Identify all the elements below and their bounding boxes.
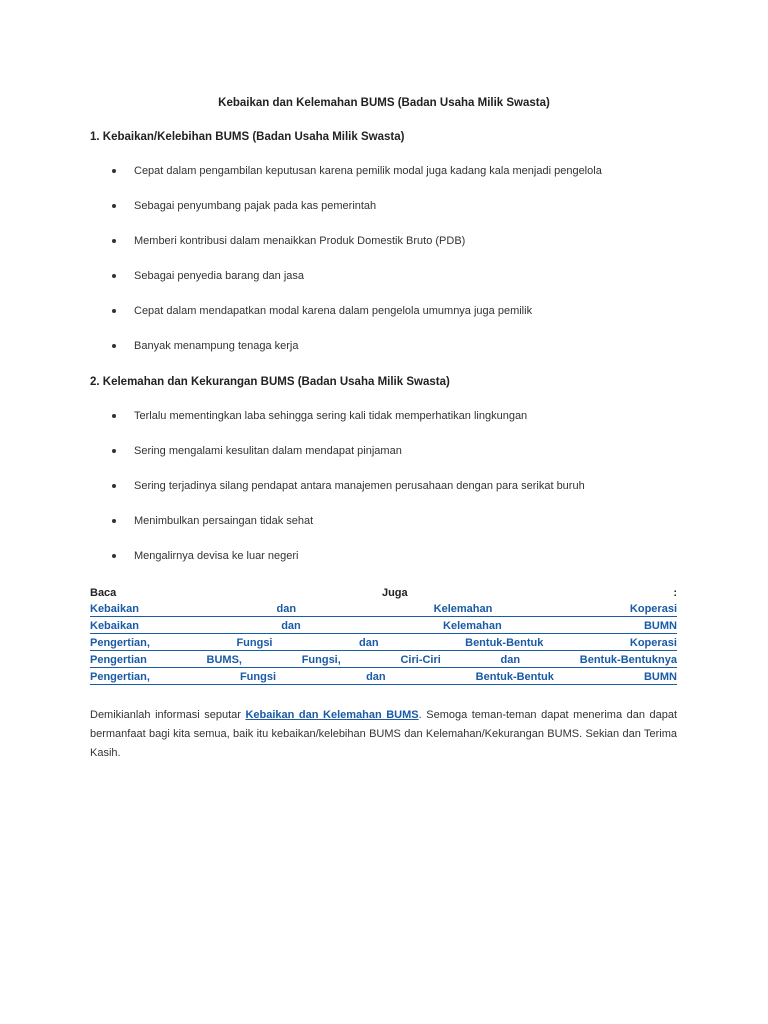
- bullet-icon: [112, 449, 116, 453]
- bullet-icon: [112, 519, 116, 523]
- related-link-pengertian-bums[interactable]: Pengertian BUMS, Fungsi, Ciri-Ciri dan Bentuk-Bentuknya: [90, 654, 677, 666]
- bullet-icon: [112, 239, 116, 243]
- list-item: Cepat dalam mendapatkan modal karena dalam pengelola umumnya juga pemilik: [112, 305, 532, 317]
- closing-paragraph: Demikianlah informasi seputar Kebaikan dan Kelemahan BUMS. Semoga teman-teman dapat menerima dan dapat bermanfaat bagi kita semua, baik itu kebaikan/kelebihan BUMS dan Kelemahan/Kekurangan BUMS. Sekian dan Terima Kasih.: [90, 709, 678, 759]
- bullet-icon: [112, 204, 116, 208]
- related-link-bumn[interactable]: Kebaikan dan Kelemahan BUMN: [90, 620, 677, 632]
- related-link-koperasi[interactable]: Kebaikan dan Kelemahan Koperasi: [90, 603, 677, 615]
- section-1-heading: 1. Kebaikan/Kelebihan BUMS (Badan Usaha Milik Swasta): [90, 131, 405, 143]
- list-item: Cepat dalam pengambilan keputusan karena pemilik modal juga kadang kala menjadi pengelola: [112, 165, 602, 177]
- bullet-icon: [112, 414, 116, 418]
- bullet-icon: [112, 169, 116, 173]
- bullet-icon: [112, 554, 116, 558]
- related-link-pengertian-koperasi[interactable]: Pengertian, Fungsi dan Bentuk-Bentuk Koperasi: [90, 637, 677, 649]
- related-link-pengertian-bumn[interactable]: Pengertian, Fungsi dan Bentuk-Bentuk BUMN: [90, 671, 677, 683]
- bullet-icon: [112, 309, 116, 313]
- list-item: Mengalirnya devisa ke luar negeri: [112, 550, 298, 562]
- list-item: Banyak menampung tenaga kerja: [112, 340, 299, 352]
- list-item: Sering mengalami kesulitan dalam mendapat pinjaman: [112, 445, 402, 457]
- list-item: Sebagai penyedia barang dan jasa: [112, 270, 304, 282]
- list-item: Memberi kontribusi dalam menaikkan Produk Domestik Bruto (PDB): [112, 235, 465, 247]
- section-2-heading: 2. Kelemahan dan Kekurangan BUMS (Badan Usaha Milik Swasta): [90, 376, 450, 388]
- closing-link[interactable]: Kebaikan dan Kelemahan BUMS: [245, 709, 419, 721]
- document-title: Kebaikan dan Kelemahan BUMS (Badan Usaha Milik Swasta): [218, 97, 550, 109]
- list-item: Menimbulkan persaingan tidak sehat: [112, 515, 313, 527]
- list-item: Sebagai penyumbang pajak pada kas pemerintah: [112, 200, 376, 212]
- read-also-label: Baca Juga :: [90, 587, 677, 599]
- list-item: Sering terjadinya silang pendapat antara manajemen perusahaan dengan para serikat buruh: [112, 480, 585, 492]
- bullet-icon: [112, 344, 116, 348]
- bullet-icon: [112, 484, 116, 488]
- list-item: Terlalu mementingkan laba sehingga sering kali tidak memperhatikan lingkungan: [112, 410, 527, 422]
- bullet-icon: [112, 274, 116, 278]
